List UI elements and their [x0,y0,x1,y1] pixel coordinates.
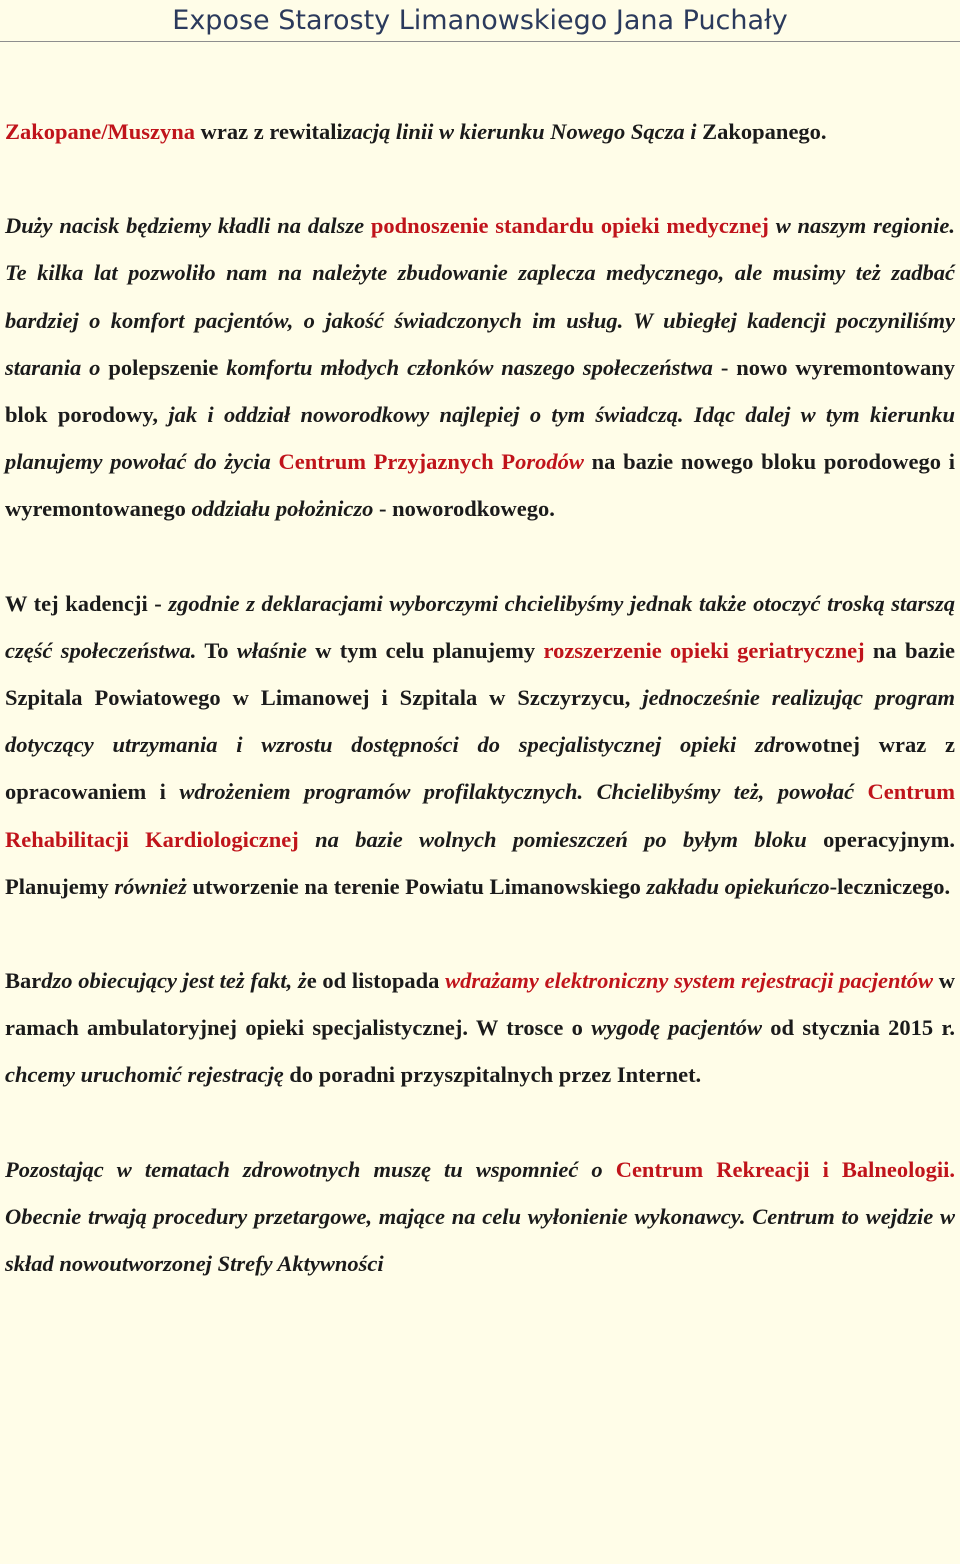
text-run: Centrum Rehabilitacji Kardiologicznej [5,779,956,852]
text-run: zgodnie z deklaracjami wyborczymi chcielibyśmy jednak także otoczyć troską starszą część społeczeństwa. [5,590,955,663]
text-run: operacyjnym. Planujemy [5,826,955,899]
text-run: Centrum Przyjaznych P [270,449,516,475]
text-run: podnoszenie standardu opieki medycznej [370,213,769,239]
text-run: dzo obiecujący jest też fakt, ż [41,968,307,994]
text-run: komfortu młodych członków naszego społeczeństwa [226,354,713,380]
text-run: - nowo wyremontowany blok porodowy, [5,354,955,428]
text-run: Zakopanego. [696,119,827,144]
text-run: Bar [5,968,42,994]
text-run: W tej kadencji - [5,590,169,616]
text-run: Pozostając w tematach zdrowotnych muszę tu wspomnieć o [5,1156,603,1182]
text-run: zakładu opiekuńczo [646,873,830,899]
text-run: wygodę pacjentów [591,1015,762,1041]
text-run: właśnie [236,637,307,663]
text-run: utworzenie na terenie Powiatu Limanowskiego [186,873,647,899]
text-run: wdrożeniem programów profilaktycznych. Chcielibyśmy też, powołać [179,779,855,805]
text-run: wdrażamy elektroniczny system rejestracji pacjentów [445,968,934,994]
paragraph-1 [5,108,955,155]
text-run: -leczniczego. [829,873,951,899]
text-run: wraz z rewitali [195,119,343,144]
text-run: jednocześnie realizując program dotyczący utrzymania i wzrostu dostępności do specjalistycznej opieki zdr [5,685,955,758]
text-run: orodów [515,449,584,475]
text-run: od stycznia 2015 r. [762,1015,956,1041]
text-run: jak i oddział noworodkowy najlepiej o tym świadczą. Idąc dalej w tym kierunku planujemy powołać do życia [5,402,955,475]
text-run: na bazie Szpitala Powiatowego w Limanowej i Szpitala w Szczyrzycu, [5,637,955,711]
text-run: polepszenie [100,354,227,380]
text-run: owotnej wraz z opracowaniem i [5,732,955,805]
text-run: Zakopane/Muszyna [5,119,196,144]
paragraph-4 [5,957,955,1099]
text-run: Obecnie trwają procedury przetargowe, mające na celu wyłonienie wykonawcy. Centrum to wejdzie w skład nowoutworzonej Strefy Aktywności [5,1203,955,1277]
text-run: w naszym regionie. Te kilka lat pozwoliło nam na należyte zbudowanie zaplecza medycznego, ale musimy też zadbać bardziej o komfort pacjentów, o jakość świadczonych im usług. W ubiegłej kadencji poczyniliśmy starania o [5,213,955,380]
paragraph-3 [5,580,955,910]
text-run: - noworodkowego. [373,496,555,522]
text-run: chcemy uruchomić rejestrację [5,1062,284,1088]
text-run: w tym celu planujemy [306,637,544,663]
text-run: do poradni przyszpitalnych przez Internet. [283,1062,702,1088]
text-run: w ramach ambulatoryjnej opieki specjalistycznej. W trosce o [5,968,955,1041]
page-title: Expose Starosty Limanowskiego Jana Puchały [172,5,788,36]
document-body [5,108,955,1287]
header-divider [0,41,960,42]
text-run: Duży nacisk będziemy kładli na dalsze [5,213,371,239]
page-header [0,0,960,42]
text-run: Centrum Rekreacji i Balneologii. [602,1156,956,1182]
text-run: również [114,873,187,899]
text-run: oddziału położniczo [191,496,374,522]
text-run: na bazie nowego bloku porodowego i wyremontowanego [5,449,955,522]
text-run: rozszerzenie opieki geriatrycznej [543,637,865,663]
text-run: na bazie wolnych pomieszczeń po byłym bloku [298,826,807,852]
text-run: zacją linii w kierunku Nowego Sącza i [342,119,697,144]
text-run: To [196,637,237,663]
text-run: e od listopada [306,968,446,994]
paragraph-2 [5,202,955,532]
paragraph-5 [5,1146,955,1288]
